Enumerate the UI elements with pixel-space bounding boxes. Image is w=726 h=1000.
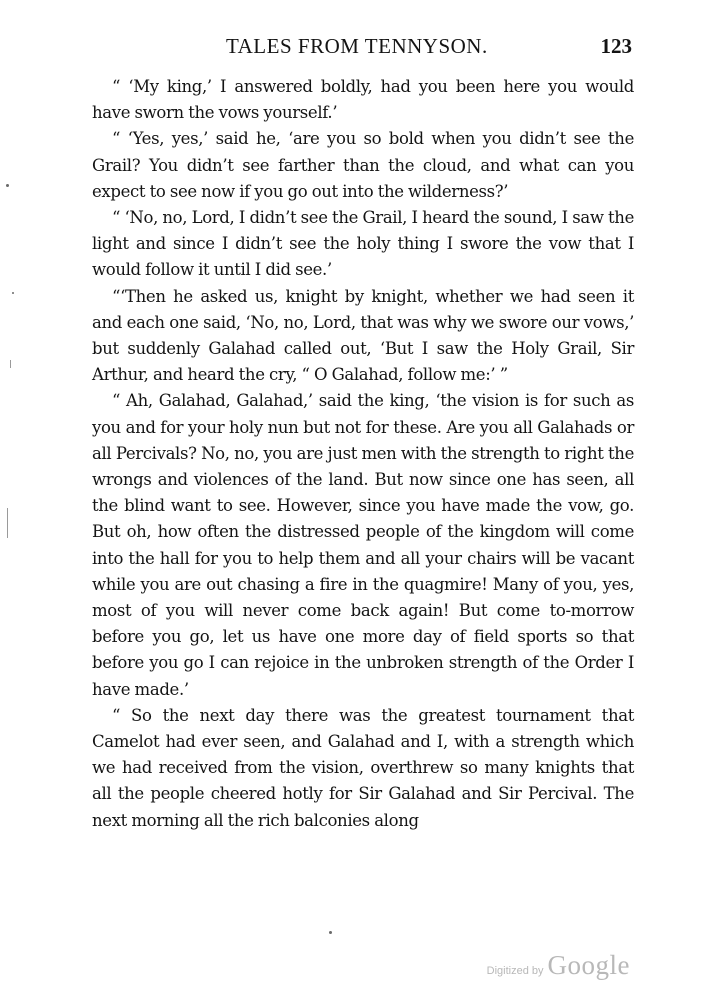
paragraph-1: “ ‘My king,’ I answered boldly, had you been here you would have sworn the vows yourself.’ (92, 77, 634, 123)
paragraph-4: “‘Then he asked us, knight by knight, whether we had seen it and each one said, ‘No, no, Lord, that was why we swore our vows,’ but suddenly Galahad called out, ‘But I saw the Holy Grail, Sir Arthur, and heard the cry, “ O Galahad, follow me:’ ” (92, 286, 634, 385)
scan-speck (6, 184, 9, 187)
page-header (92, 30, 632, 62)
google-digitized-watermark (487, 950, 630, 984)
scan-speck (329, 931, 332, 934)
google-logo: Google (547, 950, 630, 980)
paragraph-5: “ Ah, Galahad, Galahad,’ said the king, ‘the vision is for such as you and for your holy nun but not for these. Are you all Galahads or all Percivals? No, no, you are just men with the strength to right the wrongs and violences of the land. But now since one has seen, all the blind want to see. However, since you have made the vow, go. But oh, how often the distressed people of the kingdom will come into the hall for you to help them and all your chairs will be vacant while you are out chasing a fire in the quagmire! Many of you, yes, most of you will never come back again! But come to-morrow before you go, let us have one more day of field sports so that before you go I can rejoice in the unbroken strength of the Order I have made.’ (92, 391, 634, 699)
paragraph-3: “ ‘No, no, Lord, I didn’t see the Grail, I heard the sound, I saw the light and since I didn’t see the holy thing I swore the vow that I would follow it until I did see.’ (92, 208, 634, 280)
running-title: TALES FROM TENNYSON. (226, 34, 488, 58)
margin-mark (10, 360, 11, 368)
margin-mark (7, 508, 8, 538)
digitized-by-label: Digitized by (486, 965, 544, 977)
page-number: 123 (600, 34, 632, 58)
paragraph-6: “ So the next day there was the greatest tournament that Camelot had ever seen, and Galahad and I, with a strength which we had received from the vision, overthrew so many knights that all the people cheered hotly for Sir Galahad and Sir Percival. The next morning all the rich balconies along (92, 705, 634, 830)
paragraph-2: “ ‘Yes, yes,’ said he, ‘are you so bold when you didn’t see the Grail? You didn’t see farther than the cloud, and what can you expect to see now if you go out into the wilderness?’ (92, 129, 634, 201)
body-text (92, 74, 634, 834)
scan-speck (12, 292, 14, 294)
